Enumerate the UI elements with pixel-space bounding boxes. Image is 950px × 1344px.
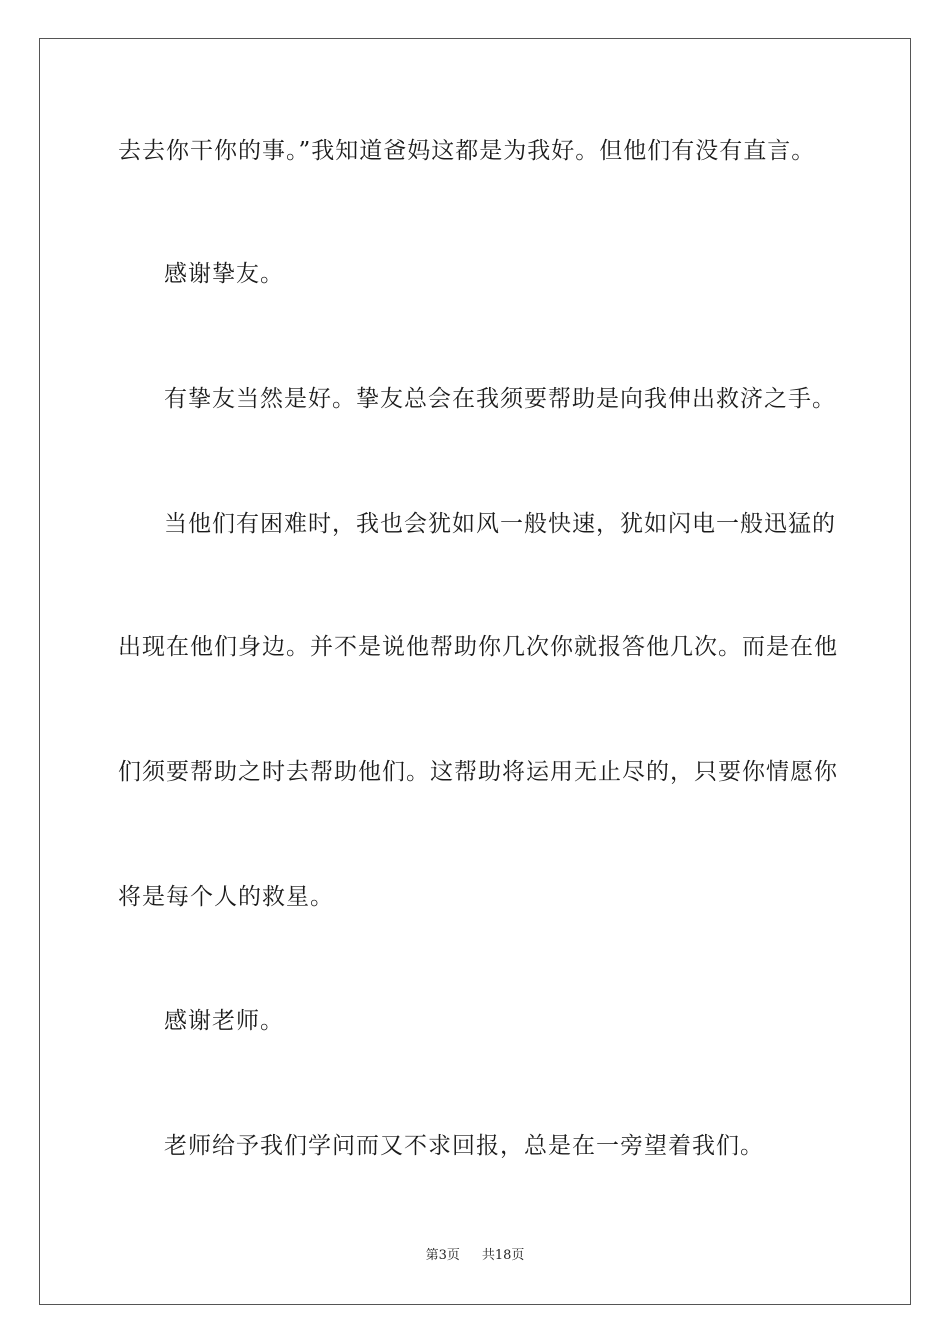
text-line-4: 当他们有困难时，我也会犹如风一般快速，犹如闪电一般迅猛的: [164, 511, 836, 537]
text-line-6: 们须要帮助之时去帮助他们。这帮助将运用无止尽的，只要你情愿你: [118, 759, 838, 785]
text-line-8: 感谢老师。: [164, 1008, 284, 1034]
text-line-5: 出现在他们身边。并不是说他帮助你几次你就报答他几次。而是在他: [118, 634, 838, 660]
text-line-9: 老师给予我们学问而又不求回报，总是在一旁望着我们。: [164, 1133, 764, 1159]
page-border: [39, 38, 911, 1305]
text-line-3: 有挚友当然是好。挚友总会在我须要帮助是向我伸出救济之手。: [164, 386, 836, 412]
text-line-2: 感谢挚友。: [164, 261, 284, 287]
page-footer: [0, 1248, 950, 1264]
text-line-7: 将是每个人的救星。: [118, 884, 334, 910]
page-number: 第3页: [425, 1248, 460, 1263]
page-total: 共18页: [481, 1248, 525, 1263]
text-line-1: 去去你干你的事。”我知道爸妈这都是为我好。但他们有没有直言。: [118, 138, 816, 164]
